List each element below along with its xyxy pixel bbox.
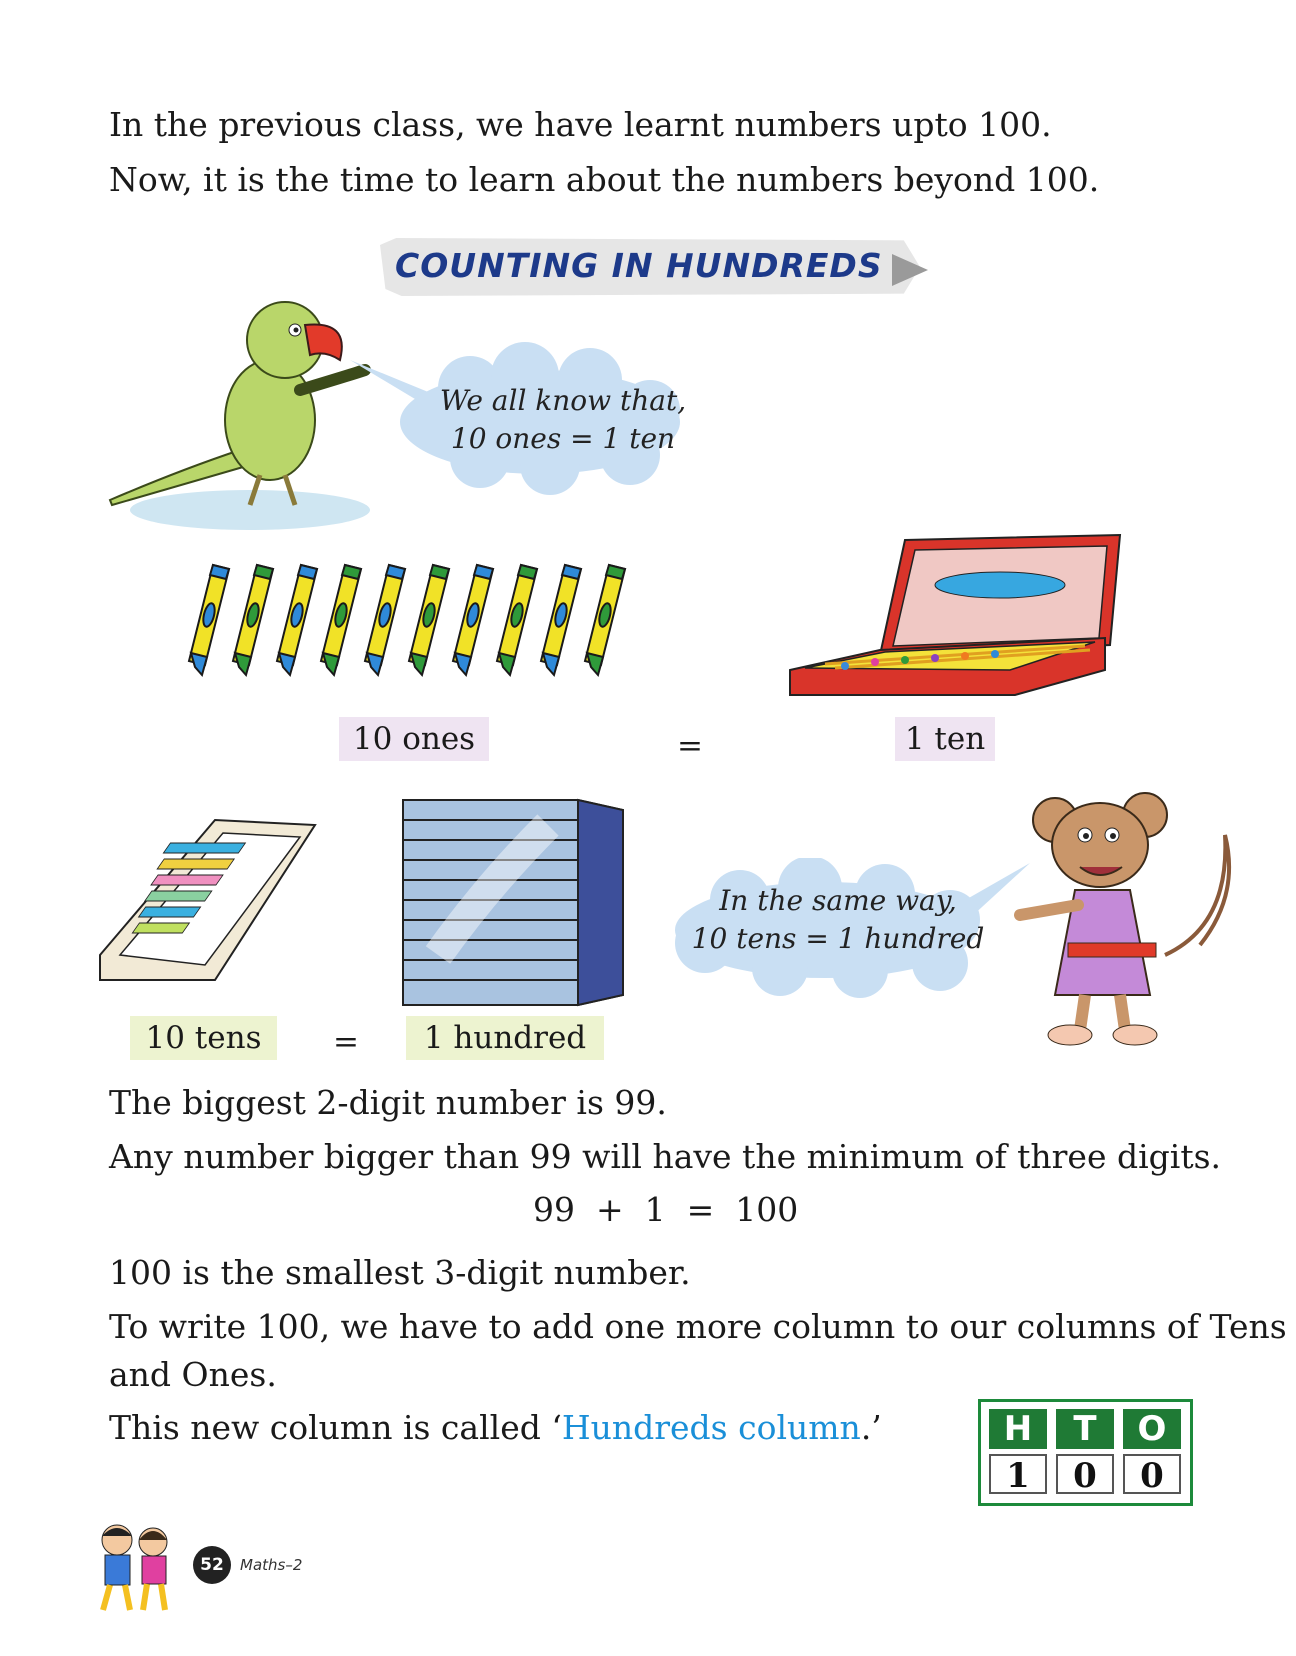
- hundreds-column-term: Hundreds column: [561, 1408, 861, 1447]
- parrot-bubble-line-2: 10 ones = 1 ten: [450, 422, 676, 455]
- parrot-bubble-line-1: We all know that,: [439, 384, 687, 417]
- hto-header-t: T: [1056, 1409, 1114, 1449]
- hto-digit-hundreds: 1: [989, 1454, 1047, 1494]
- label-10-tens: 10 tens: [130, 1016, 277, 1060]
- intro-line-2: Now, it is the time to learn about the numbers beyond 100.: [109, 160, 1100, 199]
- crayon-box-illustration: [785, 530, 1125, 705]
- crayons-illustration: [185, 555, 645, 690]
- page-number-badge: 52: [193, 1546, 231, 1584]
- mouse-bubble-line-2: 10 tens = 1 hundred: [691, 922, 985, 955]
- hto-header-o: O: [1123, 1409, 1181, 1449]
- body-line-6-prefix: This new column is called ‘: [109, 1408, 562, 1447]
- equation: 99 + 1 = 100: [533, 1190, 799, 1229]
- box-of-crayon-packs-illustration: [95, 815, 325, 990]
- book-title: Maths–2: [240, 1556, 303, 1574]
- body-line-2: Any number bigger than 99 will have the minimum of three digits.: [109, 1137, 1222, 1176]
- body-line-5: and Ones.: [109, 1355, 277, 1394]
- equals-sign-2: =: [333, 1024, 359, 1060]
- mouse-illustration: [1000, 775, 1240, 1050]
- label-1-hundred: 1 hundred: [406, 1016, 604, 1060]
- stack-of-boxes-illustration: [398, 795, 628, 1010]
- body-line-3: 100 is the smallest 3-digit number.: [109, 1253, 691, 1292]
- section-heading: COUNTING IN HUNDREDS: [395, 246, 883, 285]
- equals-sign: =: [677, 728, 703, 764]
- body-line-6: [109, 1408, 882, 1448]
- hto-place-value-table: [978, 1399, 1193, 1506]
- body-line-4: To write 100, we have to add one more column to our columns of Tens: [109, 1307, 1287, 1346]
- hto-digit-ones: 0: [1123, 1454, 1181, 1494]
- mouse-bubble-line-1: In the same way,: [719, 884, 957, 917]
- hto-header-h: H: [989, 1409, 1047, 1449]
- kids-mascot-illustration: [85, 1520, 185, 1615]
- label-1-ten: 1 ten: [895, 717, 995, 761]
- intro-line-1: In the previous class, we have learnt numbers upto 100.: [109, 105, 1052, 144]
- label-10-ones: 10 ones: [339, 717, 489, 761]
- body-line-1: The biggest 2-digit number is 99.: [109, 1083, 667, 1122]
- body-line-6-suffix: .’: [860, 1408, 882, 1447]
- hto-digit-tens: 0: [1056, 1454, 1114, 1494]
- banner-arrow-icon: [892, 254, 928, 286]
